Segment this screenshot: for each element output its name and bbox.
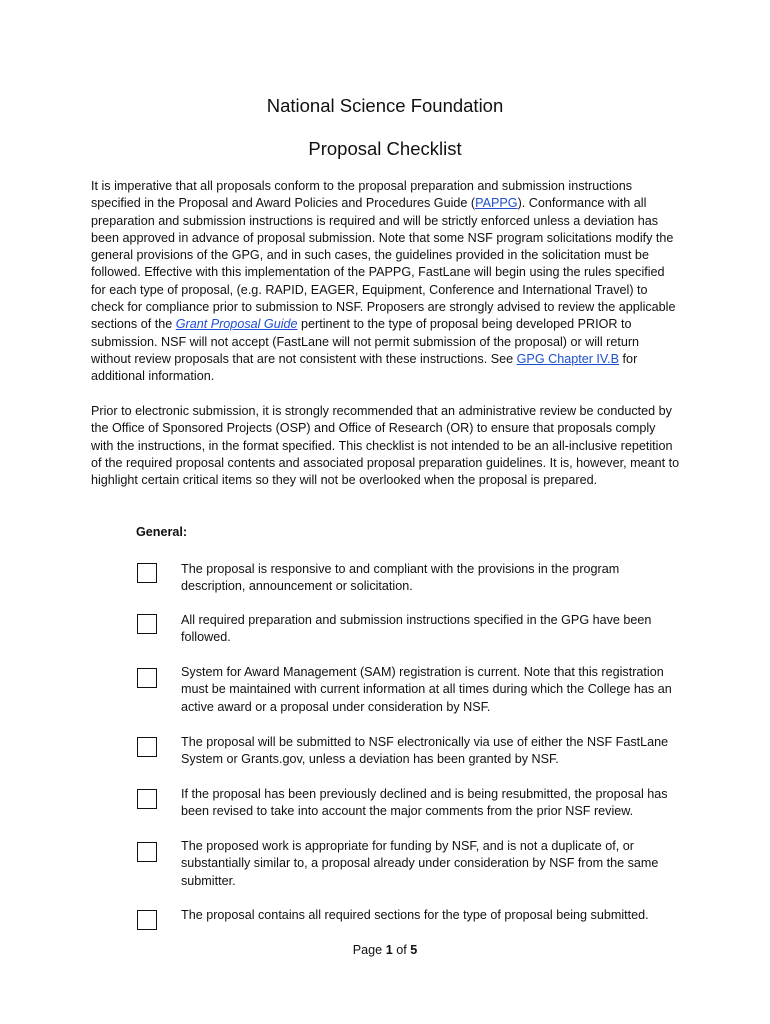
checklist-item-text: System for Award Management (SAM) registration is current. Note that this registration must be maintained with current information at all times during which the College has an active award or a proposal under consideration by NSF. [181, 665, 672, 714]
page-number [0, 943, 770, 957]
intro-text-4: for additional information. [91, 351, 638, 384]
intro-paragraph [91, 178, 681, 386]
organization-title: National Science Foundation [266, 95, 504, 116]
checklist-item-text: The proposed work is appropriate for funding by NSF, and is not a duplicate of, or substantially similar to, a proposal already under consideration by NSF from the same submitter. [181, 839, 659, 888]
page-title: Proposal Checklist [308, 138, 462, 159]
checkbox[interactable] [137, 563, 157, 583]
pappg-link[interactable]: PAPPG [475, 196, 518, 211]
checkbox[interactable] [137, 910, 157, 930]
intro-text-2: ). Conformance with all preparation and submission instructions is required and will be strictly enforced unless a deviation has been approved in advance of proposal submission. Note that some NSF program solicitations modify the general provisions of the GPG, and in such cases, the guidelines provided in the solicitation must be followed. Effective with this implementation of the PAPPG, FastLane will begin using the rules specified for each type of proposal, (e.g. RAPID, EAGER, Equipment, Conference and International Travel) to check for compliance prior to submission to NSF. Proposers are strongly advised to review the applicable sections of the [91, 196, 676, 332]
of-word: of [396, 943, 407, 957]
checkbox[interactable] [137, 737, 157, 757]
checklist-item-text: The proposal contains all required sections for the type of proposal being submitted. [181, 908, 649, 922]
gpg-chapter-link[interactable]: GPG Chapter IV.B [516, 351, 620, 366]
checklist-item-text: All required preparation and submission instructions specified in the GPG have been followed. [181, 613, 652, 645]
checklist-item-text: The proposal will be submitted to NSF electronically via use of either the NSF FastLane System or Grants.gov, unless a deviation has been granted by NSF. [181, 735, 669, 767]
page-word: Page [352, 943, 383, 957]
checkbox[interactable] [137, 842, 157, 862]
total-pages: 5 [410, 943, 418, 957]
checkbox[interactable] [137, 614, 157, 634]
review-paragraph: Prior to electronic submission, it is strongly recommended that an administrative review be conducted by the Office of Sponsored Projects (OSP) and Office of Research (OR) to ensure that proposals comply with the instructions, in the format specified. This checklist is not intended to be an all-inclusive repetition of the required proposal contents and associated proposal preparation guidelines. It is, however, meant to highlight certain critical items so they will not be overlooked when the proposal is prepared. [91, 404, 680, 488]
current-page: 1 [385, 943, 393, 957]
general-heading: General: [136, 525, 188, 539]
intro-text-1: It is imperative that all proposals conform to the proposal preparation and submission instructions specified in the Proposal and Award Policies and Procedures Guide ( [91, 179, 633, 211]
checkbox[interactable] [137, 668, 157, 688]
grant-proposal-guide-link[interactable]: Grant Proposal Guide [175, 317, 298, 332]
checkbox[interactable] [137, 789, 157, 809]
checklist-item-text: If the proposal has been previously declined and is being resubmitted, the proposal has been revised to take into account the major comments from the prior NSF review. [181, 787, 668, 819]
checklist-item-text: The proposal is responsive to and compliant with the provisions in the program description, announcement or solicitation. [181, 562, 620, 594]
intro-text-3: pertinent to the type of proposal being developed PRIOR to submission. NSF will not accept (FastLane will not permit submission of the proposal) or will return without review proposals that are not consistent with these instructions. See [91, 317, 640, 366]
